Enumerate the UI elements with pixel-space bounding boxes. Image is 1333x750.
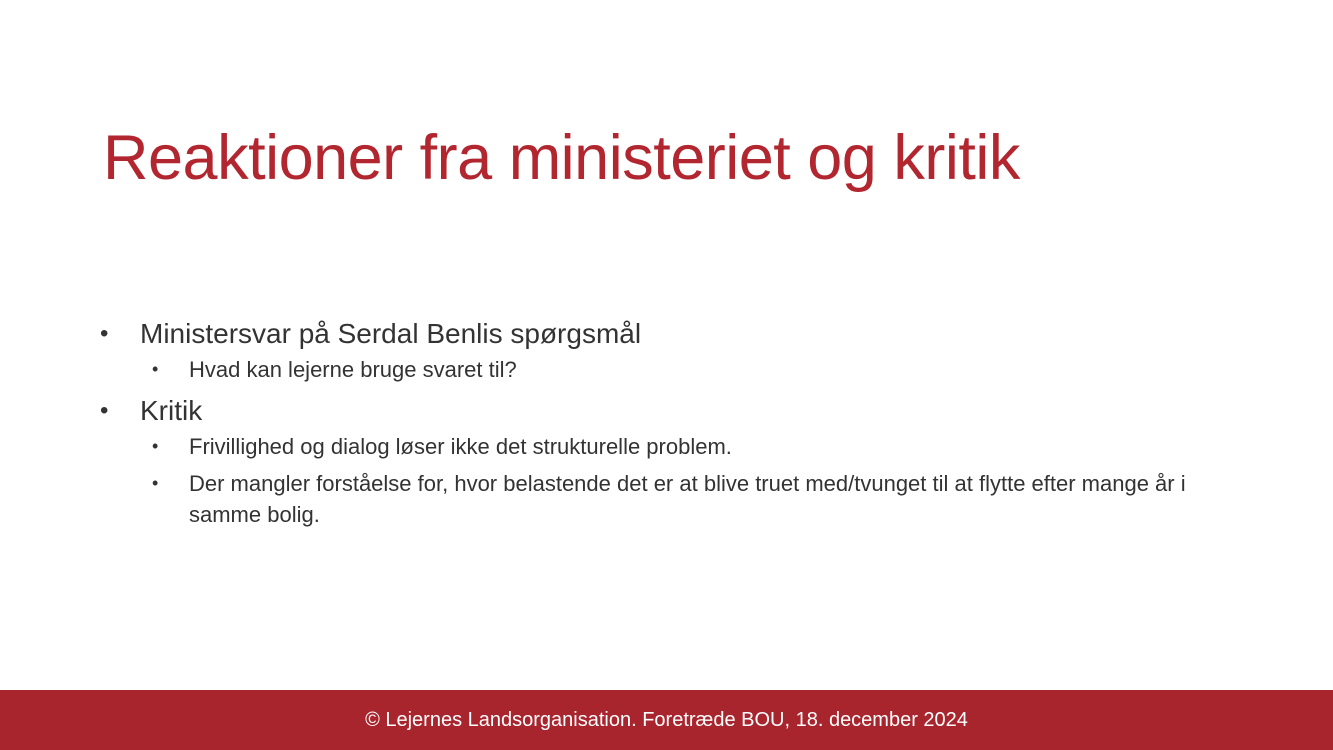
sub-bullet-item	[140, 354, 1210, 385]
sub-bullet-item	[140, 431, 1210, 462]
bullet-list	[100, 314, 1210, 536]
footer-copyright: © Lejernes Landsorganisation. Foretræde BOU, 18. december 2024	[365, 708, 968, 731]
footer-bar	[0, 690, 1333, 750]
sub-bullet-text: Frivillighed og dialog løser ikke det strukturelle problem.	[189, 434, 732, 459]
bullet-icon: •	[152, 436, 159, 456]
bullet-text: Kritik	[140, 395, 203, 426]
sub-bullet-item	[140, 468, 1210, 530]
sub-bullet-list	[140, 431, 1210, 530]
sub-bullet-text: Der mangler forståelse for, hvor belastende det er at blive truet med/tvunget til at flytte efter mange år i samme bolig.	[189, 471, 1186, 527]
bullet-icon: •	[152, 473, 159, 493]
bullet-icon: •	[100, 320, 109, 347]
bullet-item-ministersvar	[100, 314, 1210, 385]
sub-bullet-text: Hvad kan lejerne bruge svaret til?	[189, 357, 517, 382]
bullet-item-kritik	[100, 391, 1210, 530]
bullet-text: Ministersvar på Serdal Benlis spørgsmål	[140, 318, 642, 349]
sub-bullet-list	[140, 354, 1210, 385]
bullet-icon: •	[152, 359, 159, 379]
slide-title: Reaktioner fra ministeriet og kritik	[103, 123, 1020, 193]
bullet-icon: •	[100, 397, 109, 424]
